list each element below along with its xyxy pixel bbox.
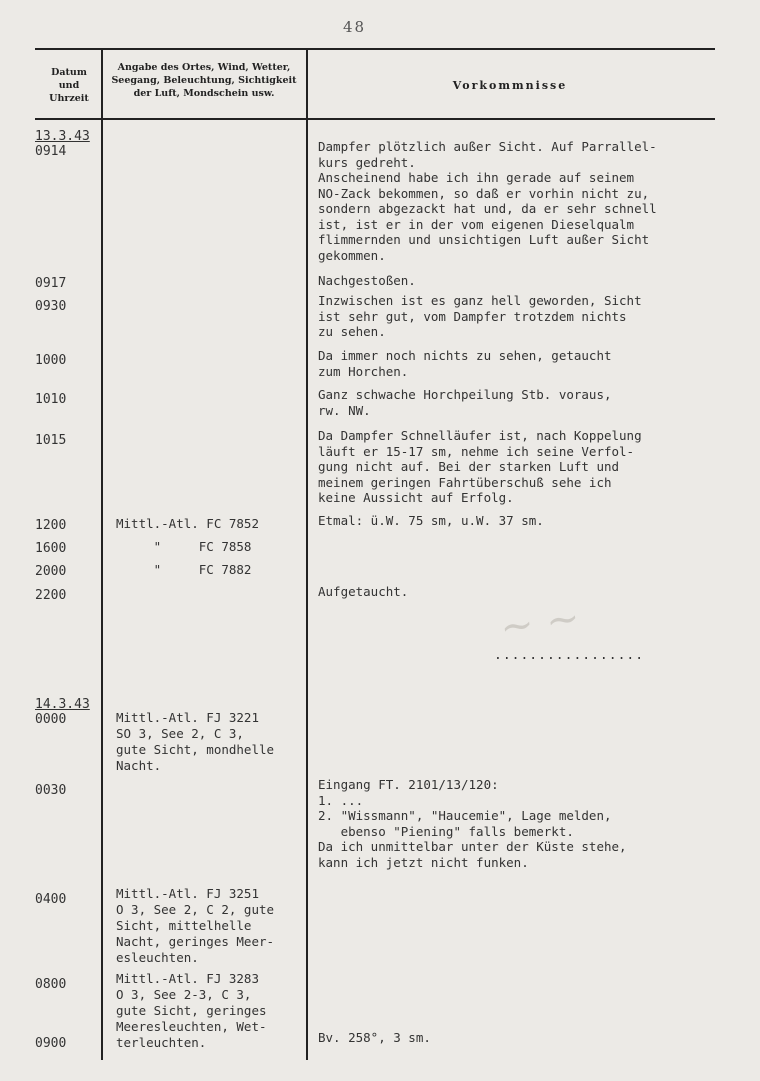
header-events: Vorkommnisse [452, 79, 568, 92]
entry-location: Mittl.-Atl. FJ 3283 O 3, See 2-3, C 3, gute Sicht, geringes Meeresleuchten, Wet- terleuchten. [116, 971, 267, 1050]
header-location [104, 61, 304, 100]
page-number: 48 [343, 18, 367, 36]
entry-location: Mittl.-Atl. FC 7852 [116, 516, 259, 531]
entry-time: 0900 [35, 1036, 67, 1051]
entry-time: 1600 [35, 541, 67, 556]
date-label: 13.3.43 [35, 129, 90, 144]
entry-time: 0030 [35, 783, 67, 798]
entry-text: Nachgestoßen. [318, 273, 416, 288]
entry-location: " FC 7858 [116, 539, 252, 554]
entry-time: 0930 [35, 299, 67, 314]
entry-text: Etmal: ü.W. 75 sm, u.W. 37 sm. [318, 513, 544, 528]
entry-time: 0400 [35, 892, 67, 907]
header-datetime-line: Datum [51, 67, 87, 78]
entry-text: Dampfer plötzlich außer Sicht. Auf Parrallel- kurs gedreht. Anscheinend habe ich ihn gerade auf seinem NO-Zack bekommen, so daß er vorhin nicht zu, sondern abgezackt hat und, da er sehr schnell ist, ist er in der vom eigenen Dieselqualm flimmernden und unsichtigen Luft außer Sicht gekommen. [318, 139, 657, 263]
header-datetime [38, 66, 100, 105]
entry-time: 1010 [35, 392, 67, 407]
column-divider-right [306, 50, 308, 1060]
entry-time: 0914 [35, 144, 67, 159]
entry-time: 0800 [35, 977, 67, 992]
entry-location: " FC 7882 [116, 562, 252, 577]
entry-time: 2200 [35, 588, 67, 603]
header-bottom-rule [35, 118, 715, 120]
entry-time: 0917 [35, 276, 67, 291]
entry-time: 1000 [35, 353, 67, 368]
date-label: 14.3.43 [35, 697, 90, 712]
header-datetime-line: und [58, 80, 80, 91]
entry-time: 0000 [35, 712, 67, 727]
entry-text: Bv. 258°, 3 sm. [318, 1030, 431, 1045]
signature-mark: ~ ~ [497, 594, 583, 652]
entry-text: Da Dampfer Schnelläufer ist, nach Koppelung läuft er 15-17 sm, nehme ich seine Verfol- gung nicht auf. Bei der starken Luft und meinem geringen Fahrtüberschuß sehe ich keine Aussicht auf Erfolg. [318, 428, 642, 505]
entry-location: Mittl.-Atl. FJ 3251 O 3, See 2, C 2, gute Sicht, mittelhelle Nacht, geringes Meer- esleuchten. [116, 886, 275, 965]
entry-location: Mittl.-Atl. FJ 3221 SO 3, See 2, C 3, gute Sicht, mondhelle Nacht. [116, 710, 275, 773]
entry-time: 2000 [35, 564, 67, 579]
signature-dotted-line: ................. [494, 648, 645, 663]
entry-text: Ganz schwache Horchpeilung Stb. voraus, rw. NW. [318, 387, 612, 418]
header-location-line: der Luft, Mondschein usw. [133, 88, 275, 99]
entry-time: 1015 [35, 433, 67, 448]
entry-text: Da immer noch nichts zu sehen, getaucht zum Horchen. [318, 348, 612, 379]
header-datetime-line: Uhrzeit [49, 93, 89, 104]
header-location-line: Angabe des Ortes, Wind, Wetter, [117, 62, 291, 73]
entry-time: 1200 [35, 518, 67, 533]
entry-text: Aufgetaucht. [318, 584, 409, 599]
header-location-line: Seegang, Beleuchtung, Sichtigkeit [111, 75, 297, 86]
table-top-rule [35, 48, 715, 50]
column-divider-left [101, 50, 103, 1060]
entry-text: Inzwischen ist es ganz hell geworden, Sicht ist sehr gut, vom Dampfer trotzdem nichts zu sehen. [318, 293, 642, 339]
entry-text: Eingang FT. 2101/13/120: 1. ... 2. "Wissmann", "Haucemie", Lage melden, ebenso "Piening" falls bemerkt. Da ich unmittelbar unter der Küste stehe, kann ich jetzt nicht funken. [318, 777, 627, 870]
